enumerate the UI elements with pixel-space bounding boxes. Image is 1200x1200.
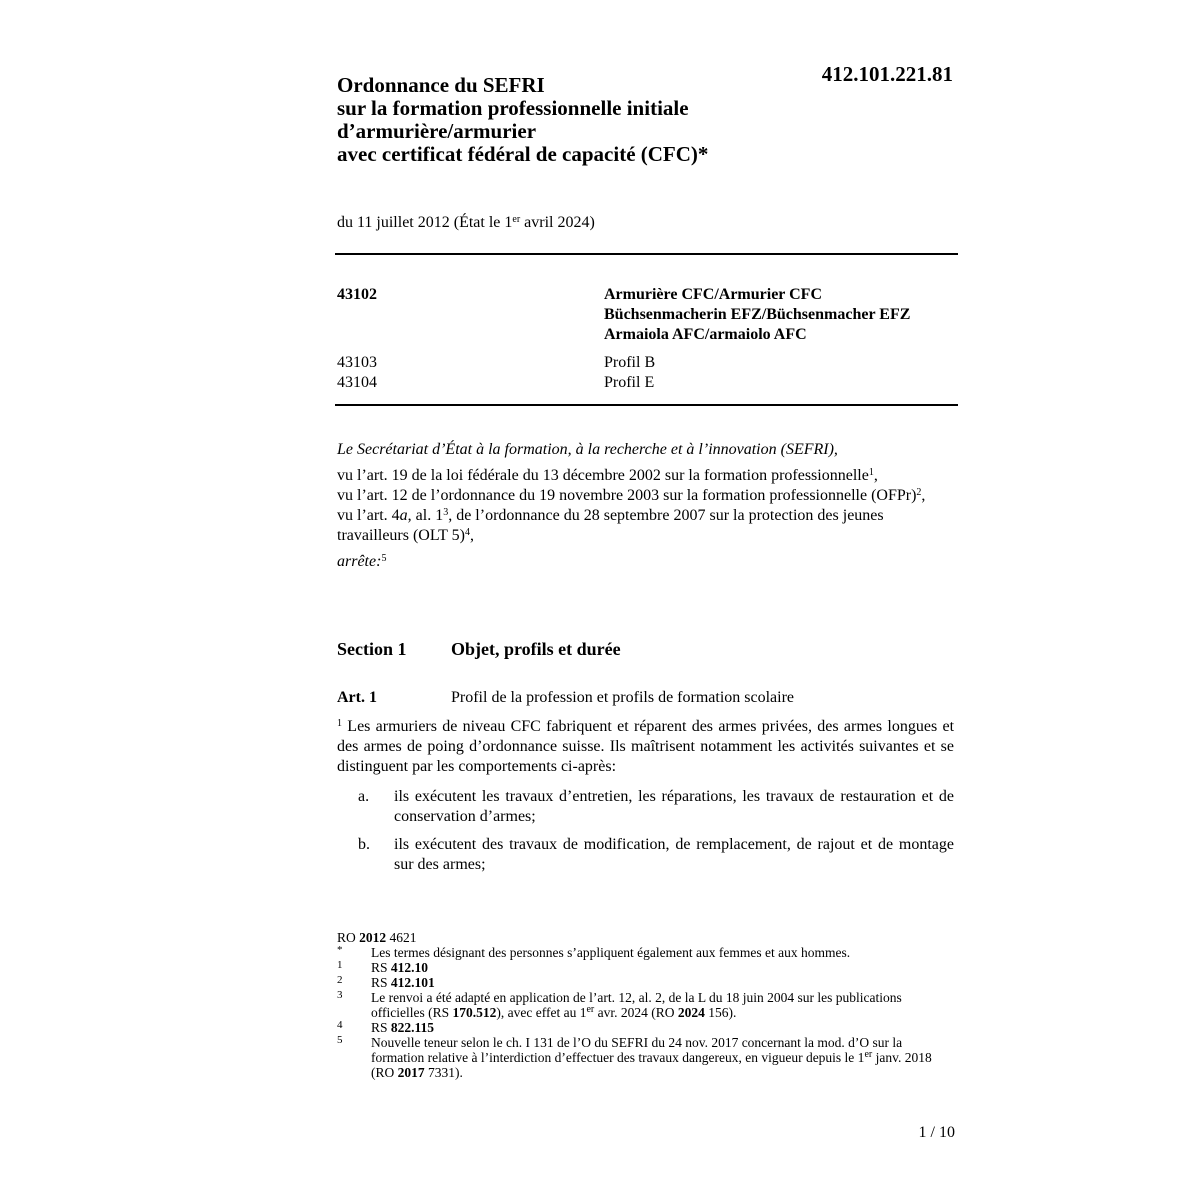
article-heading <box>337 689 794 707</box>
footnote <box>337 1035 957 1080</box>
footnote-superscript: er <box>586 1004 595 1015</box>
source-reference <box>337 930 957 945</box>
decree-text: arrête: <box>337 553 382 570</box>
footnote-text: 156). <box>704 1005 737 1020</box>
code-row <box>337 353 957 373</box>
list-marker: b. <box>358 836 370 853</box>
footnote-text: 7331). <box>424 1065 463 1080</box>
code-label: Büchsenmacherin EFZ/Büchsenmacher EFZ <box>604 306 911 323</box>
document-date <box>337 214 595 232</box>
date-superscript: er <box>512 214 521 225</box>
footnote-ref[interactable]: 3 <box>443 507 449 518</box>
code-number: 43104 <box>337 374 377 391</box>
top-rule <box>335 253 958 255</box>
footnote <box>337 975 957 990</box>
footnote-superscript: er <box>864 1049 873 1060</box>
title-line: d’armurière/armurier <box>337 119 537 143</box>
legal-basis-2: vu l’art. 12 de l’ordonnance du 19 novembre 2003 sur la formation professionnelle (OFPr)$^2$, <box>337 487 926 504</box>
preamble <box>337 440 957 572</box>
code-label: Profil B <box>604 354 656 371</box>
source-prefix: RO <box>337 930 360 945</box>
footnote <box>337 945 957 960</box>
issuer: Le Secrétariat d’État à la formation, à la recherche et à l’innovation (SEFRI), <box>337 441 838 458</box>
document-title <box>337 74 708 166</box>
legal-basis-text: , al. 1 <box>407 507 444 524</box>
article-paragraph <box>337 717 954 777</box>
footnote-ref[interactable]: 5 <box>381 553 387 564</box>
footnote-marker: 1 <box>337 959 343 971</box>
footnote-text: RS <box>371 975 391 990</box>
code-label: Armurière CFC/Armurier CFC <box>604 286 822 303</box>
footnote-rs-number: 170.512 <box>452 1005 497 1020</box>
footnote-marker: 4 <box>337 1019 343 1031</box>
code-row <box>337 373 957 393</box>
footnote-marker: * <box>337 944 343 956</box>
footnote-text: RS <box>371 960 391 975</box>
code-label: Armaiola AFC/armaiolo AFC <box>604 326 807 343</box>
list-item-text: ils exécutent les travaux d’entretien, les réparations, les travaux de restauration et de conservation d’armes; <box>394 788 954 825</box>
source-page: 4621 <box>386 930 417 945</box>
footnote-ro-year: 2017 <box>397 1065 425 1080</box>
footnote-text: ), avec effet au 1 <box>496 1005 587 1020</box>
footnote-ref[interactable]: 4 <box>464 527 470 538</box>
title-line: Ordonnance du SEFRI <box>337 73 545 97</box>
article-label: Art. 1 <box>337 689 377 706</box>
footnote <box>337 990 957 1020</box>
footnote-ro-year: 2024 <box>677 1005 705 1020</box>
legal-basis-1: vu l’art. 19 de la loi fédérale du 13 décembre 2002 sur la formation professionnelle$^1$, <box>337 467 878 484</box>
footnote-text: RS <box>371 1020 391 1035</box>
section-title: Objet, profils et durée <box>451 639 621 659</box>
footnote-text: Les termes désignant des personnes s’appliquent également aux femmes et aux hommes. <box>371 945 851 960</box>
list-item-text: ils exécutent des travaux de modification, de remplacement, de rajout et de montage sur des armes; <box>394 836 954 873</box>
title-line: sur la formation professionnelle initiale <box>337 96 689 120</box>
decree <box>337 552 957 572</box>
footnote-marker: 5 <box>337 1034 343 1046</box>
date-prefix: du 11 juillet 2012 (État le 1 <box>337 214 513 231</box>
profession-code-table <box>337 285 957 393</box>
footnote-text: avr. 2024 (RO <box>594 1005 678 1020</box>
code-label: Profil E <box>604 374 655 391</box>
footnote-ref[interactable]: 1 <box>868 467 874 478</box>
article-list <box>337 787 954 875</box>
footnote-text: Nouvelle teneur selon le ch. I 131 de l’O du SEFRI du 24 nov. 2017 concernant la mod. d’O sur la formation relative à l’interdiction d’effectuer des travaux dangereux, en vigueur depuis le 1 <box>371 1035 903 1065</box>
legal-basis-text: vu l’art. 12 de l’ordonnance du 19 novembre 2003 sur la formation professionnelle (OFPr) <box>337 487 917 504</box>
footnote <box>337 1020 957 1035</box>
footnote-rs-number: 412.10 <box>390 960 429 975</box>
code-number: 43103 <box>337 354 377 371</box>
date-suffix: avril 2024) <box>520 214 595 231</box>
footnotes <box>337 930 957 1080</box>
list-item <box>337 835 954 875</box>
footnote-marker: 3 <box>337 989 343 1001</box>
list-item <box>337 787 954 827</box>
footnote-text: Le renvoi a été adapté en application de l’art. 12, al. 2, de la L du 18 juin 2004 sur les publications officielles (RS <box>371 990 902 1020</box>
paragraph-number: 1 <box>337 718 342 729</box>
legal-basis-text: , de l’ordonnance du 28 septembre 2007 sur la protection des jeunes travailleurs (OLT 5) <box>337 507 884 544</box>
legal-basis-3: vu l’art. 4a, al. 1$^3$, de l’ordonnance du 28 septembre 2007 sur la protection des jeunes travailleurs (OLT 5)$^4$, <box>337 507 884 544</box>
source-year: 2012 <box>359 930 387 945</box>
article-title: Profil de la profession et profils de formation scolaire <box>451 689 795 706</box>
footnote-ref[interactable]: 2 <box>916 487 922 498</box>
section-heading <box>337 639 621 660</box>
footnote <box>337 960 957 975</box>
page-number: 1 / 10 <box>918 1124 955 1141</box>
footnote-text: janv. 2018 (RO <box>371 1050 932 1080</box>
code-row <box>337 305 957 325</box>
footnote-marker: 2 <box>337 974 343 986</box>
rs-number: 412.101.221.81 <box>821 62 953 86</box>
title-line: avec certificat fédéral de capacité (CFC)* <box>337 142 709 166</box>
footnote-rs-number: 412.101 <box>390 975 435 990</box>
legal-basis-text: vu l’art. 19 de la loi fédérale du 13 décembre 2002 sur la formation professionnelle <box>337 467 869 484</box>
section-label: Section 1 <box>337 639 407 659</box>
list-marker: a. <box>358 788 370 805</box>
code-row <box>337 285 957 305</box>
code-row <box>337 325 957 345</box>
code-number: 43102 <box>337 286 377 303</box>
footnote-rs-number: 822.115 <box>390 1020 435 1035</box>
bottom-rule <box>335 404 958 406</box>
legal-basis-text: a <box>399 507 408 524</box>
paragraph-text: Les armuriers de niveau CFC fabriquent et réparent des armes privées, des armes longues et des armes de poing d’ordonnance suisse. Ils maîtrisent notamment les activités suivantes et se distinguent par les comportements ci-après: <box>337 718 955 775</box>
legal-basis-text: vu l’art. 4 <box>337 507 400 524</box>
